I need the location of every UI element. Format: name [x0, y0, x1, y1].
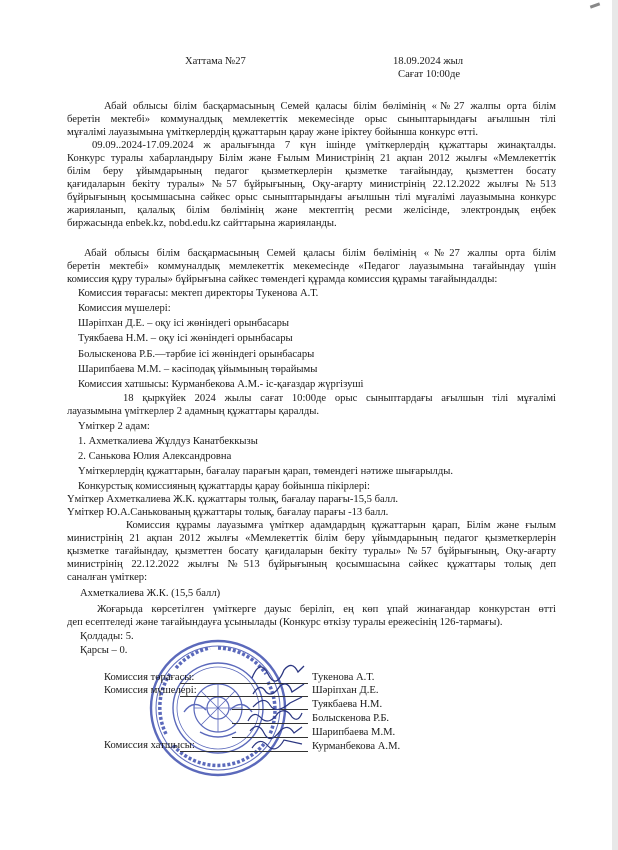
intro-line: беретін мектебі» коммуналдық мемлекеттік мекемесінде орыс сыныптарындағы ағылшын тілі: [67, 114, 556, 125]
signature-name: Курманбекова А.М.: [312, 741, 401, 752]
signature-secretary-label: Комиссия хатшысы:: [104, 740, 195, 751]
selected-candidate: Ахметкалиева Ж.К. (15,5 балл): [80, 588, 221, 599]
decision-line: министрінің 21 ақпан 2012 жылғы «Мемлекеттік білім беру ұйымдарының педагог қызметкерлерін: [67, 533, 556, 544]
scan-edge: [612, 0, 618, 850]
commission-member: Шарипбаева М.М. – кәсіподақ ұйымының төрайымы: [78, 364, 318, 375]
document-date: 18.09.2024 жыл: [393, 56, 464, 67]
signature-chair-label: Комиссия төрағасы:: [104, 672, 195, 683]
intro-line: Абай облысы білім басқармасының Семей қаласы білім бөлімінің «№27 жалпы орта білім: [104, 101, 556, 112]
commission-member: Шәріпхан Д.Е. – оқу ісі жөніндегі орынбасары: [78, 318, 290, 329]
commission-intro-line: Абай облысы білім басқармасының Семей қаласы білім бөлімінің «№27 жалпы орта білім: [84, 248, 556, 259]
commission-members-heading: Комиссия мүшелері:: [78, 303, 171, 314]
opinion-item: Үміткер Ахметкалиева Ж.К. құжаттары толық, бағалау парағы-15,5 балл.: [67, 494, 399, 505]
vote-line: Жоғарыда көрсетілген үміткерге дауыс беріліп, ең көп ұпай жинағандар конкурстан өтті: [97, 604, 556, 615]
document-title: Хаттама №27: [185, 56, 246, 67]
review-line: лауазымына үміткерлер 2 адамның құжаттары қаралды.: [67, 406, 319, 417]
scan-speck: [590, 2, 600, 8]
signature-members-label: Комиссия мүшелері:: [104, 685, 197, 696]
candidate-item: 2. Санькова Юлия Александровна: [78, 451, 232, 462]
announcement-line: бұйрығының қосымшасына сәйкес орыс сыныптарындағы ағылшын тілі мұғалімі лауазымына конкурс: [67, 192, 556, 203]
review-line: 18 қыркүйек 2024 жылы сағат 10:00де орыс сыныптардағы ағылшын тілі мұғалімі: [123, 393, 556, 404]
decision-line: саналған үміткер:: [67, 572, 148, 583]
commission-intro-line: беретін мектебі» коммуналдық мемлекеттік мекемесінде «Педагог лауазымына тағайындау үшін: [67, 261, 556, 272]
commission-chair: Комиссия төрағасы: мектеп директоры Тукенова А.Т.: [78, 288, 319, 299]
signature-name: Шәріпхан Д.Е.: [312, 685, 379, 696]
announcement-line: биржасында enbek.kz, nobd.edu.kz сайттарына жарияланды.: [67, 218, 337, 229]
signature-name: Шарипбаева М.М.: [312, 727, 396, 738]
decision-line: қызметке тағайындау, қызметтен босату қағидаларын бекіту туралы» №57 бұйрығының, Оқу-ағарту: [67, 546, 556, 557]
signature-name: Тукенова А.Т.: [312, 672, 375, 683]
signature-name: Болыскенова Р.Б.: [312, 713, 390, 724]
announcement-line: 09.09..2024-17.09.2024 ж аралығында 7 күн ішінде үміткерлердің құжаттары жинақталды.: [92, 140, 556, 151]
opinions-heading: Конкурстық комиссияның құжаттарды қарау бойынша пікірлері:: [78, 481, 370, 492]
vote-line: деп есептеледі және тағайындауға ұсынылады (Конкурс өткізу туралы ережесінің 126-тармағы).: [67, 617, 503, 628]
votes-for: Қолдады: 5.: [80, 631, 134, 642]
decision-line: Комиссия құрамы лауазымға үміткер адамдардың құжаттарын қарап, Білім және ғылым: [126, 520, 556, 531]
votes-against: Қарсы – 0.: [80, 645, 128, 656]
intro-line: мұғалімі лауазымына үміткерлердің құжаттарын қарау және іріктеу бойынша конкурс өтті.: [67, 127, 479, 138]
document-time: Сағат 10:00де: [398, 69, 461, 80]
announcement-line: қағидаларын бекіту туралы» №57 бұйрығының, Оқу-ағарту министрінің 22.12.2022 жылғы №513: [67, 179, 556, 190]
handwritten-signature: [248, 734, 306, 756]
review-result-line: Үміткерлердің құжаттарын, бағалау парағын қарап, төмендегі нәтиже шығарылды.: [78, 466, 453, 477]
commission-intro-line: комиссия құру туралы» бұйрығына сәйкес төмендегі құрамда комиссия құрамы тағайындалды:: [67, 274, 498, 285]
announcement-line: білім беру ұйымдарының педагог қызметкерлерін қызметке тағайындау, қызметтен босату: [67, 166, 556, 177]
opinion-item: Үміткер Ю.А.Санькованың құжаттары толық, бағалау парағы -13 балл.: [67, 507, 389, 518]
candidate-item: 1. Ахметкалиева Жұлдуз Канатбеккызы: [78, 436, 258, 447]
candidates-heading: Үміткер 2 адам:: [78, 421, 150, 432]
commission-member: Туякбаева Н.М. – оқу ісі жөніндегі орынбасары: [78, 333, 293, 344]
announcement-line: жарияланып, қалалық білім бөлімінің және мектептің ресми желісінде, электрондық еңбек: [67, 205, 556, 216]
commission-member: Болыскенова Р.Б.—тәрбие ісі жөніндегі орынбасары: [78, 349, 315, 360]
commission-secretary: Комиссия хатшысы: Курманбекова А.М.- іс-қағаздар жүргізуші: [78, 379, 364, 390]
decision-line: министрінің 22.12.2022 жылғы №513 бұйрығының қосымшасына сәйкес құжаттары толық деп: [67, 559, 556, 570]
announcement-line: Конкурс туралы хабарландыру Білім және Ғылым Министрінің 21 ақпан 2012 жылғы «Мемлекеттік: [67, 153, 556, 164]
signature-name: Туякбаева Н.М.: [312, 699, 383, 710]
